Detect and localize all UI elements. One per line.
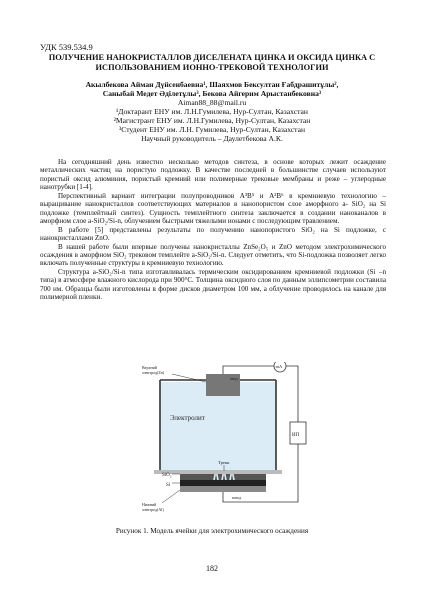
lower-electrode-pointer [162,490,180,503]
author-names: Саныбай Медет Әділетұлы³, Бекова Айгерим Арыстанбековна³ [102,89,322,98]
figure-caption: Рисунок 1. Модель ячейки для электрохимического осаждения [115,527,309,535]
author-names: Акылбекова Айман Дүйсенбаевна¹, Шаяхмов Бексултан Ғабдрашитұлы², [85,80,339,89]
anode-label: анод [230,376,238,381]
supervisor: Научный руководитель – Даулетбекова А.К. [141,134,283,143]
paragraph: Перспективный вариант интеграции полупроводников A³B⁵ и A²B⁶ в кремниевую технологию – выращивание нанокристаллов соответствующих материалов в нанопористом слое аморфного a- SiO₂ на Si подложке (темплейтный синтез). Сущность темплейтного синтеза заключается в создании наноканалов в аморфном слое a-SiO₂/Si-n, облучением быстрыми тяжелыми ионами с последующим травлением. [40,191,386,226]
cathode-label: катод [232,495,242,500]
electrolyte-label: Электролит [170,414,205,422]
cell-base [154,470,282,474]
title-line: ИСПОЛЬЗОВАНИЕМ ИОННО-ТРЕКОВОЙ ТЕХНОЛОГИИ [95,63,329,72]
sio2-label: SiO$_2$ [162,473,172,479]
electrochemical-cell-figure [140,362,310,520]
paper-title [36,53,388,73]
paragraph: На сегодняшний день известно несколько методов синтеза, в основе которых лежит осаждение металлических частиц на пористую подложку. В качестве последней в большинстве случаев используют пористый оксид алюминия, пористый кремний или полимерные трековые мембраны и реже – углеродные нанотрубки [1-4]. [40,158,386,192]
upper-electrode-label: электрод(Zn) [142,370,165,375]
page-number: 182 [206,564,218,573]
si-layer [180,480,266,486]
paragraph: Структура a-SiO₂/Si-n типа изготавливалась термическим оксидированием кремниевой подложки (Si –n типа) в атмосфере влажного кислорода при 900°С. Толщина оксидного слоя по данным эллипсометрии составила 700 нм. Образцы были изготовлены в форме дисков диаметром 100 мм, а облучение проводилось на канале для полимерной пленки. [40,267,386,302]
lower-electrode-label: Нижний [142,502,157,507]
paragraph: В работе [5] представлены результаты по получению нанопористого SiO₂ на Si подложке, с нанокристаллами ZnO. [40,225,386,243]
author-email: Aiman88_88@mail.ru [177,98,247,107]
title-line: ПОЛУЧЕНИЕ НАНОКРИСТАЛЛОВ ДИСЕЛЕНАТА ЦИНКА И ОКСИДА ЦИНКА С [48,53,376,62]
paragraph: В нашей работе были впервые получены нанокристаллы ZnSe₂O₅ и ZnO методом электрохимического осаждения в аморфном SiO₂ трековом темплейте a-SiO₂/Si-n. Следует отметить, что Si-подложка позволяет легко включать полученные структуры в кремниевую технологию. [40,242,386,268]
power-source-label: ИП [292,433,300,438]
lower-electrode-label: электрод(Al) [142,507,164,512]
si-label: Si [166,483,171,488]
milliammeter-label: mA [275,364,283,369]
body-text [40,158,386,302]
lower-electrode [180,486,266,492]
affiliation: ³Студент ЕНУ им. Л.Н. Гумилева, Нур-Султан, Казахстан [118,125,306,134]
upper-electrode-label: Верхний [142,365,157,370]
udc-code: УДК 539.534.9 [40,42,93,52]
authors-block [36,80,388,143]
affiliation: ²Магистрант ЕНУ им. Л.Н.Гумилева, Нур-Султан, Казахстан [113,116,311,125]
tracks-label: Треки [218,460,230,465]
affiliation: ¹Доктарант ЕНУ им. Л.Н.Гумилева, Нур-Султан, Казахстан [116,107,308,116]
